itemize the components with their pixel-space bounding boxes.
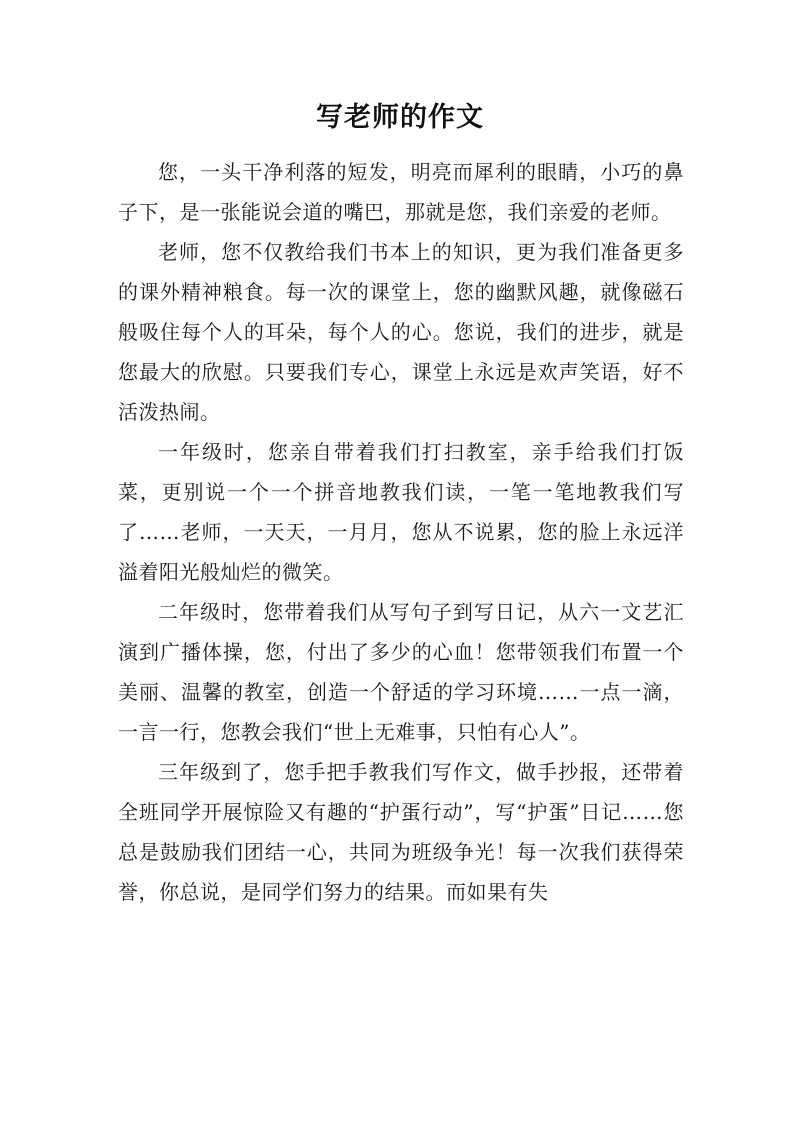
document-title: 写老师的作文 (316, 102, 484, 133)
paragraph: 二年级时，您带着我们从写句子到写日记，从六一文艺汇演到广播体操，您，付出了多少的心血！您带领我们布置一个美丽、温馨的教室，创造一个舒适的学习环境……一点一滴，一言一行，您教会我们“世上无难事，只怕有心人”。 (118, 600, 684, 744)
document-body (118, 152, 684, 912)
paragraph: 老师，您不仅教给我们书本上的知识，更为我们准备更多的课外精神粮食。每一次的课堂上，您的幽默风趣，就像磁石般吸住每个人的耳朵，每个人的心。您说，我们的进步，就是您最大的欣慰。只要我们专心，课堂上永远是欢声笑语，好不活泼热闹。 (118, 240, 684, 424)
paragraph: 一年级时，您亲自带着我们打扫教室，亲手给我们打饭菜，更别说一个一个拼音地教我们读，一笔一笔地教我们写了……老师，一天天，一月月，您从不说累，您的脸上永远洋溢着阳光般灿烂的微笑。 (118, 440, 684, 584)
paragraph: 三年级到了，您手把手教我们写作文，做手抄报，还带着全班同学开展惊险又有趣的“护蛋行动”，写“护蛋”日记……您总是鼓励我们团结一心，共同为班级争光！每一次我们获得荣誉，你总说，是同学们努力的结果。而如果有失 (118, 760, 684, 904)
paragraph: 您，一头干净利落的短发，明亮而犀利的眼睛，小巧的鼻子下，是一张能说会道的嘴巴，那就是您，我们亲爱的老师。 (118, 160, 684, 224)
